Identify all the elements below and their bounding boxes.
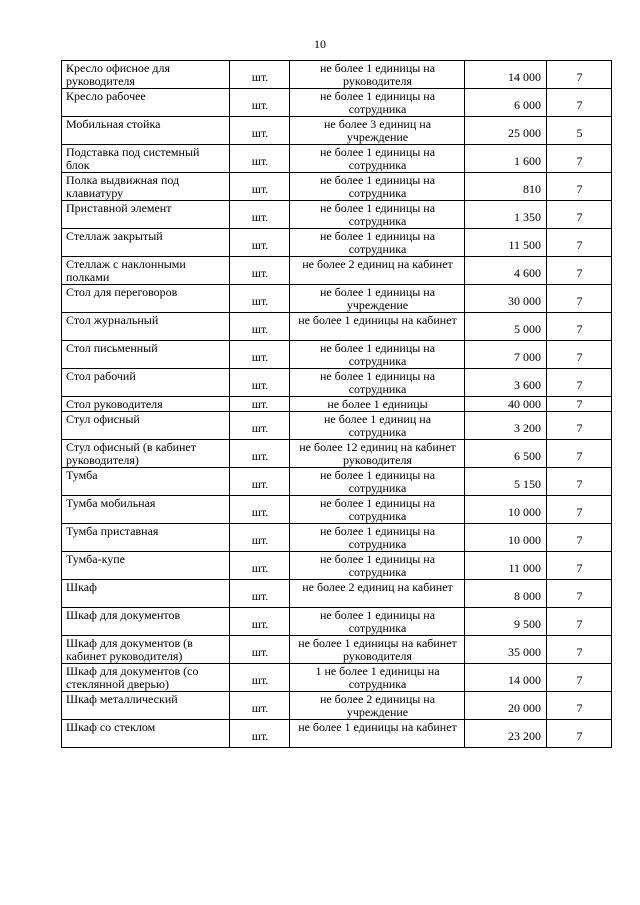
- unit-cell: шт.: [230, 524, 290, 552]
- unit-cell: шт.: [230, 720, 290, 748]
- unit-cell: шт.: [230, 89, 290, 117]
- quantity-norm-cell: не более 1 единицы на кабинет: [290, 720, 465, 748]
- table-row: [62, 369, 612, 397]
- unit-cell: шт.: [230, 341, 290, 369]
- price-cell: 810: [465, 173, 547, 201]
- quantity-norm-cell: не более 1 единиц на сотрудника: [290, 412, 465, 440]
- item-name-cell: Приставной элемент: [62, 201, 230, 229]
- item-name-cell: Стол для переговоров: [62, 285, 230, 313]
- price-cell: 1 600: [465, 145, 547, 173]
- service-life-cell: 5: [547, 117, 612, 145]
- item-name-cell: Стеллаж с наклонными полками: [62, 257, 230, 285]
- price-cell: 6 500: [465, 440, 547, 468]
- unit-cell: шт.: [230, 692, 290, 720]
- item-name-cell: Тумба-купе: [62, 552, 230, 580]
- table-row: [62, 636, 612, 664]
- table-row: [62, 524, 612, 552]
- quantity-norm-cell: не более 1 единицы на сотрудника: [290, 341, 465, 369]
- furniture-norms-table: [61, 60, 612, 748]
- quantity-norm-cell: не более 1 единицы на руководителя: [290, 61, 465, 89]
- unit-cell: шт.: [230, 580, 290, 608]
- price-cell: 7 000: [465, 341, 547, 369]
- service-life-cell: 7: [547, 692, 612, 720]
- service-life-cell: 7: [547, 412, 612, 440]
- quantity-norm-cell: не более 1 единицы на сотрудника: [290, 229, 465, 257]
- quantity-norm-cell: не более 1 единицы на сотрудника: [290, 524, 465, 552]
- table-row: [62, 229, 612, 257]
- service-life-cell: 7: [547, 341, 612, 369]
- quantity-norm-cell: не более 2 единиц на кабинет: [290, 580, 465, 608]
- unit-cell: шт.: [230, 552, 290, 580]
- service-life-cell: 7: [547, 580, 612, 608]
- unit-cell: шт.: [230, 636, 290, 664]
- price-cell: 3 600: [465, 369, 547, 397]
- unit-cell: шт.: [230, 61, 290, 89]
- quantity-norm-cell: не более 2 единиц на кабинет: [290, 257, 465, 285]
- service-life-cell: 7: [547, 313, 612, 341]
- unit-cell: шт.: [230, 145, 290, 173]
- quantity-norm-cell: не более 1 единицы: [290, 397, 465, 412]
- item-name-cell: Тумба мобильная: [62, 496, 230, 524]
- item-name-cell: Тумба приставная: [62, 524, 230, 552]
- price-cell: 4 600: [465, 257, 547, 285]
- price-cell: 25 000: [465, 117, 547, 145]
- table-row: [62, 440, 612, 468]
- quantity-norm-cell: не более 1 единицы на сотрудника: [290, 369, 465, 397]
- service-life-cell: 7: [547, 440, 612, 468]
- item-name-cell: Стол журнальный: [62, 313, 230, 341]
- price-cell: 5 000: [465, 313, 547, 341]
- item-name-cell: Стол рабочий: [62, 369, 230, 397]
- service-life-cell: 7: [547, 496, 612, 524]
- service-life-cell: 7: [547, 720, 612, 748]
- table-row: [62, 664, 612, 692]
- item-name-cell: Шкаф для документов (со стеклянной дверью): [62, 664, 230, 692]
- item-name-cell: Мобильная стойка: [62, 117, 230, 145]
- service-life-cell: 7: [547, 636, 612, 664]
- quantity-norm-cell: 1 не более 1 единицы на сотрудника: [290, 664, 465, 692]
- service-life-cell: 7: [547, 145, 612, 173]
- quantity-norm-cell: не более 1 единицы на кабинет руководителя: [290, 636, 465, 664]
- quantity-norm-cell: не более 12 единиц на кабинет руководителя: [290, 440, 465, 468]
- price-cell: 14 000: [465, 61, 547, 89]
- quantity-norm-cell: не более 3 единиц на учреждение: [290, 117, 465, 145]
- table-row: [62, 285, 612, 313]
- table-row: [62, 145, 612, 173]
- table-row: [62, 496, 612, 524]
- unit-cell: шт.: [230, 397, 290, 412]
- service-life-cell: 7: [547, 468, 612, 496]
- item-name-cell: Подставка под системный блок: [62, 145, 230, 173]
- price-cell: 9 500: [465, 608, 547, 636]
- table-row: [62, 341, 612, 369]
- table-body: [62, 61, 612, 748]
- unit-cell: шт.: [230, 285, 290, 313]
- service-life-cell: 7: [547, 552, 612, 580]
- table-row: [62, 552, 612, 580]
- price-cell: 11 000: [465, 552, 547, 580]
- quantity-norm-cell: не более 1 единицы на сотрудника: [290, 552, 465, 580]
- price-cell: 14 000: [465, 664, 547, 692]
- item-name-cell: Шкаф металлический: [62, 692, 230, 720]
- service-life-cell: 7: [547, 524, 612, 552]
- quantity-norm-cell: не более 1 единицы на кабинет: [290, 313, 465, 341]
- item-name-cell: Стол письменный: [62, 341, 230, 369]
- price-cell: 3 200: [465, 412, 547, 440]
- unit-cell: шт.: [230, 468, 290, 496]
- quantity-norm-cell: не более 1 единицы на учреждение: [290, 285, 465, 313]
- service-life-cell: 7: [547, 285, 612, 313]
- table-row: [62, 173, 612, 201]
- unit-cell: шт.: [230, 412, 290, 440]
- service-life-cell: 7: [547, 89, 612, 117]
- quantity-norm-cell: не более 1 единицы на сотрудника: [290, 608, 465, 636]
- unit-cell: шт.: [230, 173, 290, 201]
- unit-cell: шт.: [230, 313, 290, 341]
- item-name-cell: Стеллаж закрытый: [62, 229, 230, 257]
- service-life-cell: 7: [547, 608, 612, 636]
- service-life-cell: 7: [547, 61, 612, 89]
- service-life-cell: 7: [547, 173, 612, 201]
- item-name-cell: Шкаф: [62, 580, 230, 608]
- table-row: [62, 468, 612, 496]
- table-row: [62, 720, 612, 748]
- price-cell: 20 000: [465, 692, 547, 720]
- service-life-cell: 7: [547, 664, 612, 692]
- item-name-cell: Полка выдвижная под клавиатуру: [62, 173, 230, 201]
- unit-cell: шт.: [230, 440, 290, 468]
- table-row: [62, 313, 612, 341]
- price-cell: 40 000: [465, 397, 547, 412]
- price-cell: 10 000: [465, 524, 547, 552]
- unit-cell: шт.: [230, 201, 290, 229]
- page-number: 10: [314, 37, 326, 51]
- unit-cell: шт.: [230, 257, 290, 285]
- price-cell: 11 500: [465, 229, 547, 257]
- price-cell: 23 200: [465, 720, 547, 748]
- service-life-cell: 7: [547, 201, 612, 229]
- item-name-cell: Кресло офисное для руководителя: [62, 61, 230, 89]
- unit-cell: шт.: [230, 117, 290, 145]
- service-life-cell: 7: [547, 229, 612, 257]
- table-row: [62, 608, 612, 636]
- unit-cell: шт.: [230, 496, 290, 524]
- unit-cell: шт.: [230, 664, 290, 692]
- service-life-cell: 7: [547, 397, 612, 412]
- price-cell: 35 000: [465, 636, 547, 664]
- item-name-cell: Шкаф для документов (в кабинет руководителя): [62, 636, 230, 664]
- table-row: [62, 580, 612, 608]
- item-name-cell: Шкаф для документов: [62, 608, 230, 636]
- table-row: [62, 692, 612, 720]
- price-cell: 6 000: [465, 89, 547, 117]
- service-life-cell: 7: [547, 257, 612, 285]
- quantity-norm-cell: не более 1 единицы на сотрудника: [290, 468, 465, 496]
- table-row: [62, 61, 612, 89]
- service-life-cell: 7: [547, 369, 612, 397]
- price-cell: 8 000: [465, 580, 547, 608]
- item-name-cell: Кресло рабочее: [62, 89, 230, 117]
- table-row: [62, 257, 612, 285]
- item-name-cell: Стул офисный: [62, 412, 230, 440]
- unit-cell: шт.: [230, 608, 290, 636]
- price-cell: 30 000: [465, 285, 547, 313]
- item-name-cell: Тумба: [62, 468, 230, 496]
- table-row: [62, 201, 612, 229]
- price-cell: 1 350: [465, 201, 547, 229]
- quantity-norm-cell: не более 1 единицы на сотрудника: [290, 496, 465, 524]
- item-name-cell: Шкаф со стеклом: [62, 720, 230, 748]
- price-cell: 10 000: [465, 496, 547, 524]
- price-cell: 5 150: [465, 468, 547, 496]
- item-name-cell: Стул офисный (в кабинет руководителя): [62, 440, 230, 468]
- item-name-cell: Стол руководителя: [62, 397, 230, 412]
- quantity-norm-cell: не более 1 единицы на сотрудника: [290, 89, 465, 117]
- table-row: [62, 89, 612, 117]
- quantity-norm-cell: не более 2 единицы на учреждение: [290, 692, 465, 720]
- unit-cell: шт.: [230, 229, 290, 257]
- table-row: [62, 412, 612, 440]
- table-row: [62, 117, 612, 145]
- unit-cell: шт.: [230, 369, 290, 397]
- quantity-norm-cell: не более 1 единицы на сотрудника: [290, 201, 465, 229]
- quantity-norm-cell: не более 1 единицы на сотрудника: [290, 173, 465, 201]
- quantity-norm-cell: не более 1 единицы на сотрудника: [290, 145, 465, 173]
- table-row: [62, 397, 612, 412]
